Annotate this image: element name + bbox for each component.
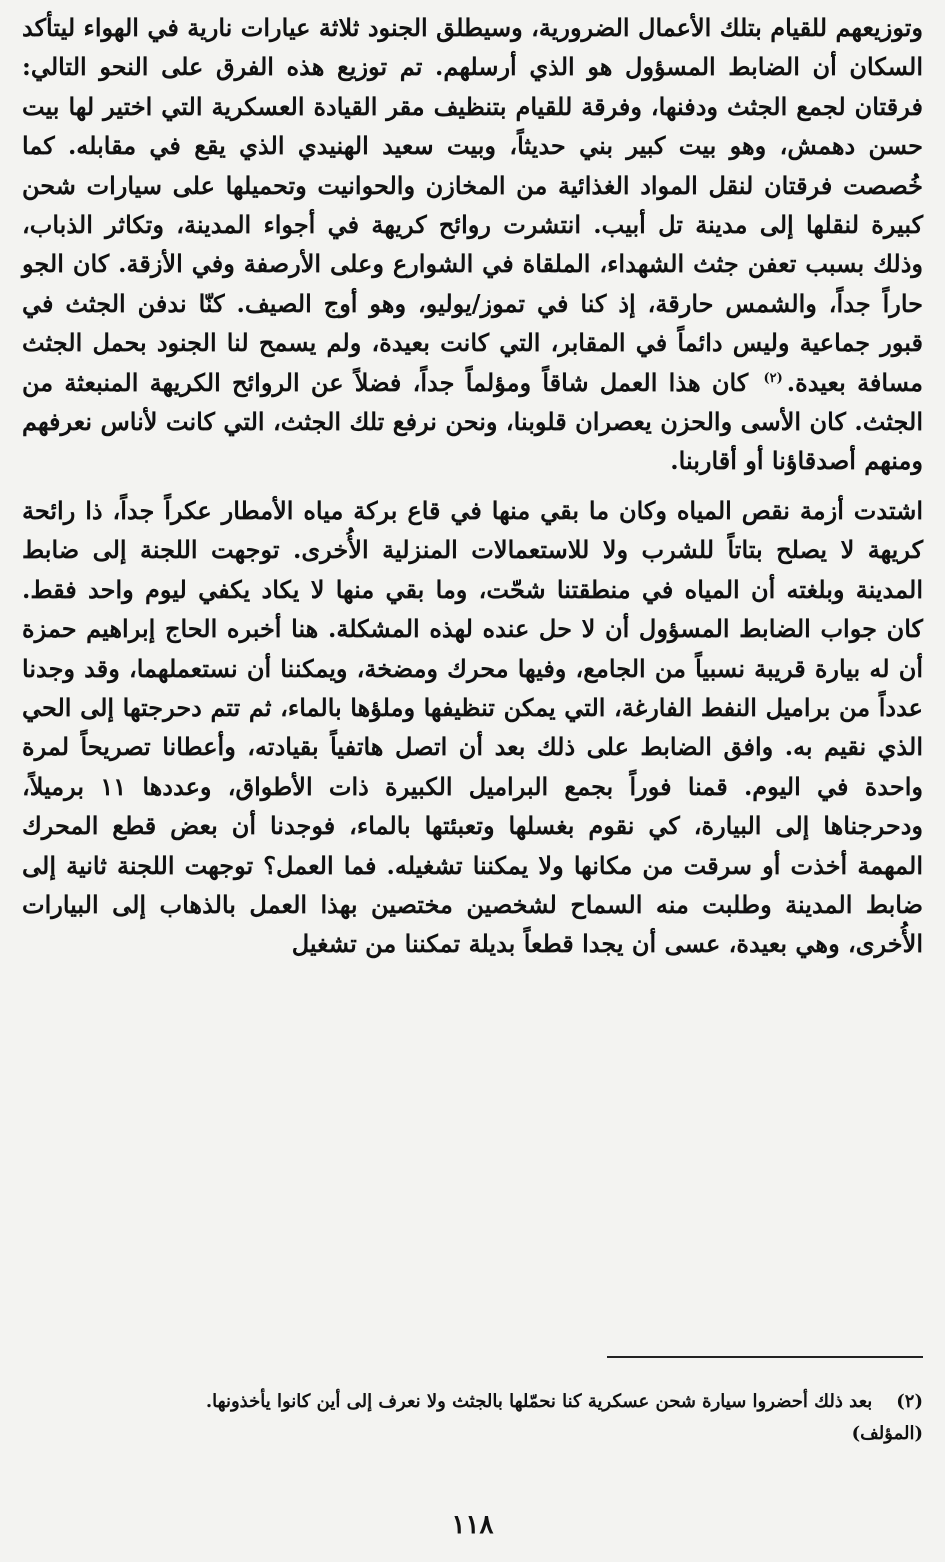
paragraph-1-segment-5: الذي يقع في مقابله. كما خُصصت فرقتان لنقل المواد الغذائية من المخازن والحوانيت وتحميلها على سيارات شحن كبيرة لنقلها إلى مدينة تل أبيب. انتشرت روائح كريهة في أجواء المدينة، وتكاثر الذباب، وذلك بسبب تعفن جثث الشهداء، الملقاة في الشوارع وعلى الأرصفة وفي الأزقة. كان الجو حاراً جداً، والشمس حارقة، إذ كنا في تموز/يوليو، وهو أوج الصيف. كنّا ندفن الجثث في قبور جماعية وليس دائماً في المقابر، التي كانت بعيدة، ولم يسمح لنا الجنود بحمل الجثث مسافة بعيدة. — [22, 131, 923, 397]
footnote-author-note: (المؤلف) — [851, 1423, 923, 1444]
paragraph-1-segment-7: كان هذا العمل شاقاً ومؤلماً جداً، فضلاً عن الروائح الكريهة المنبعثة من الجثث. كان الأسى والحزن يعصران قلوبنا، ونحن نرفع تلك الجثث، التي كانت لأناس نعرفهم ومنهم أصدقاؤنا أو أقاربنا. — [22, 367, 923, 476]
paragraph-1-segment-3: ، وهو بيت كبير بني حديثاً، وبيت — [433, 131, 788, 161]
bold-name-hasan-dahmash: حسن دهمش — [787, 131, 924, 161]
paragraph-1-segment-1: وتوزيعهم للقيام بتلك الأعمال الضرورية، وسيطلق الجنود ثلاثة عيارات نارية في الهواء ليتأكد السكان أن الضابط المسؤول هو الذي أرسلهم. تم توزيع هذه الفرق على النحو التالي: فرقتان لجمع الجثث ودفنها، وفرقة للقيام بتنظيف مقر القيادة العسكرية التي اختير لها بيت — [22, 13, 923, 121]
footnote-text: بعد ذلك أحضروا سيارة شحن عسكرية كنا نحمّلها بالجثث ولا نعرف إلى أين كانوا يأخذونها. — [205, 1391, 873, 1412]
paragraph-1 — [22, 8, 923, 481]
footnote-separator — [607, 1356, 923, 1358]
paragraph-2-segment-3: أن له بيارة قريبة نسبياً من الجامع، وفيها محرك ومضخة، ويمكننا أن نستعملهما، وقد وجدنا عدداً من براميل النفط الفارغة، التي يمكن تنظيفها وملؤها بالماء، ثم تتم دحرجتها إلى الحي الذي نقيم به. وافق الضابط على ذلك بعد أن اتصل هاتفياً بقيادته، وأعطانا تصريحاً لمرة واحدة في اليوم. قمنا فوراً بجمع البراميل الكبيرة ذات الأطواق، وعددها ١١ برميلاً، ودحرجناها إلى البيارة، كي نقوم بغسلها وتعبئتها بالماء، فوجدنا أن بعض قطع المحرك المهمة أخذت أو سرقت من مكانها ولا يمكننا تشغيله. فما العمل؟ توجهت اللجنة ثانية إلى ضابط المدينة وطلبت منه السماح لشخصين مختصين بهذا العمل بالذهاب إلى البيارات الأُخرى، وهي بعيدة، عسى أن يجدا قطعاً بديلة تمكننا من تشغيل — [22, 653, 923, 959]
bold-name-saeed-hunaidi: سعيد الهنيدي — [297, 131, 434, 161]
footnote-reference: (٢) — [763, 370, 783, 386]
footnote-marker: (٢) — [896, 1391, 923, 1412]
bold-name-ibrahim-hamza: الحاج إبراهيم حمزة — [22, 614, 218, 644]
paragraph-2 — [22, 491, 923, 964]
footnote — [23, 1386, 923, 1450]
page-number: ١١٨ — [451, 1510, 494, 1540]
main-text — [22, 8, 923, 964]
paragraph-2-segment-1: اشتدت أزمة نقص المياه وكان ما بقي منها في قاع بركة مياه الأمطار عكراً جداً، ذا رائحة كريهة لا يصلح بتاتاً للشرب ولا للاستعمالات المنزلية الأُخرى. توجهت اللجنة إلى ضابط المدينة وبلغته أن المياه في منطقتنا شحّت، وما بقي منها لا يكاد يكفي ليوم واحد فقط. كان جواب الضابط المسؤول أن لا حل عنده لهذه المشكلة. هنا أخبره — [22, 495, 923, 644]
